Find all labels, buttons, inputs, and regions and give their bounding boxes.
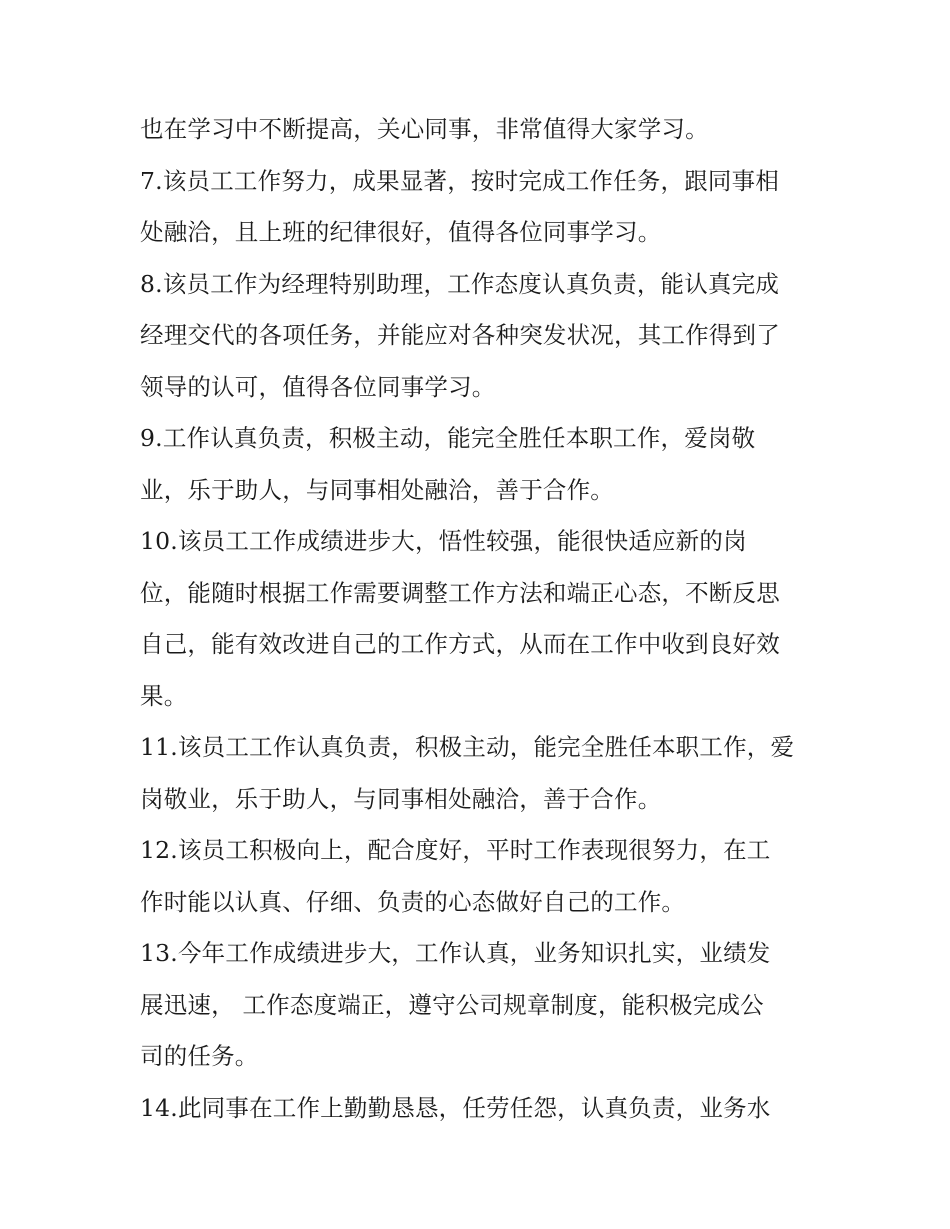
text-line: 10.该员工工作成绩进步大，悟性较强，能很快适应新的岗 [140, 527, 747, 555]
text-line: 领导的认可，值得各位同事学习。 [140, 372, 496, 401]
text-line: 经理交代的各项任务，并能应对各种突发状况，其工作得到了 [140, 321, 780, 349]
text-line: 展迅速， 工作态度端正，遵守公司规章制度，能积极完成公 [140, 990, 764, 1019]
text-line: 自己，能有效改进自己的工作方式，从而在工作中收到良好效 [140, 630, 780, 658]
text-line: 果。 [140, 681, 188, 710]
text-line: 11.该员工工作认真负责，积极主动，能完全胜任本职工作，爱 [140, 733, 795, 761]
document-body [140, 104, 820, 1134]
text-line: 岗敬业，乐于助人，与同事相处融洽，善于合作。 [140, 784, 662, 813]
text-line: 位，能随时根据工作需要调整工作方法和端正心态，不断反思 [140, 578, 780, 607]
text-line: 13.今年工作成绩进步大，工作认真，业务知识扎实，业绩发 [140, 939, 771, 967]
text-line: 司的任务。 [140, 1042, 259, 1070]
text-line: 8.该员工作为经理特别助理，工作态度认真负责，能认真完成 [140, 269, 780, 298]
text-line: 处融洽，且上班的纪律很好，值得各位同事学习。 [140, 218, 662, 246]
text-line: 12.该员工积极向上，配合度好，平时工作表现很努力，在工 [140, 836, 771, 864]
text-line: 作时能以认真、仔细、负责的心态做好自己的工作。 [140, 887, 686, 916]
text-line: 7.该员工工作努力，成果显著，按时完成工作任务，跟同事相 [140, 166, 780, 195]
text-line: 9.工作认真负责，积极主动，能完全胜任本职工作，爱岗敬 [140, 424, 756, 452]
text-line: 也在学习中不断提高，关心同事，非常值得大家学习。 [140, 115, 709, 143]
text-line: 业，乐于助人，与同事相处融洽，善于合作。 [140, 475, 614, 504]
text-line: 14.此同事在工作上勤勤恳恳，任劳任怨，认真负责，业务水 [140, 1093, 771, 1122]
